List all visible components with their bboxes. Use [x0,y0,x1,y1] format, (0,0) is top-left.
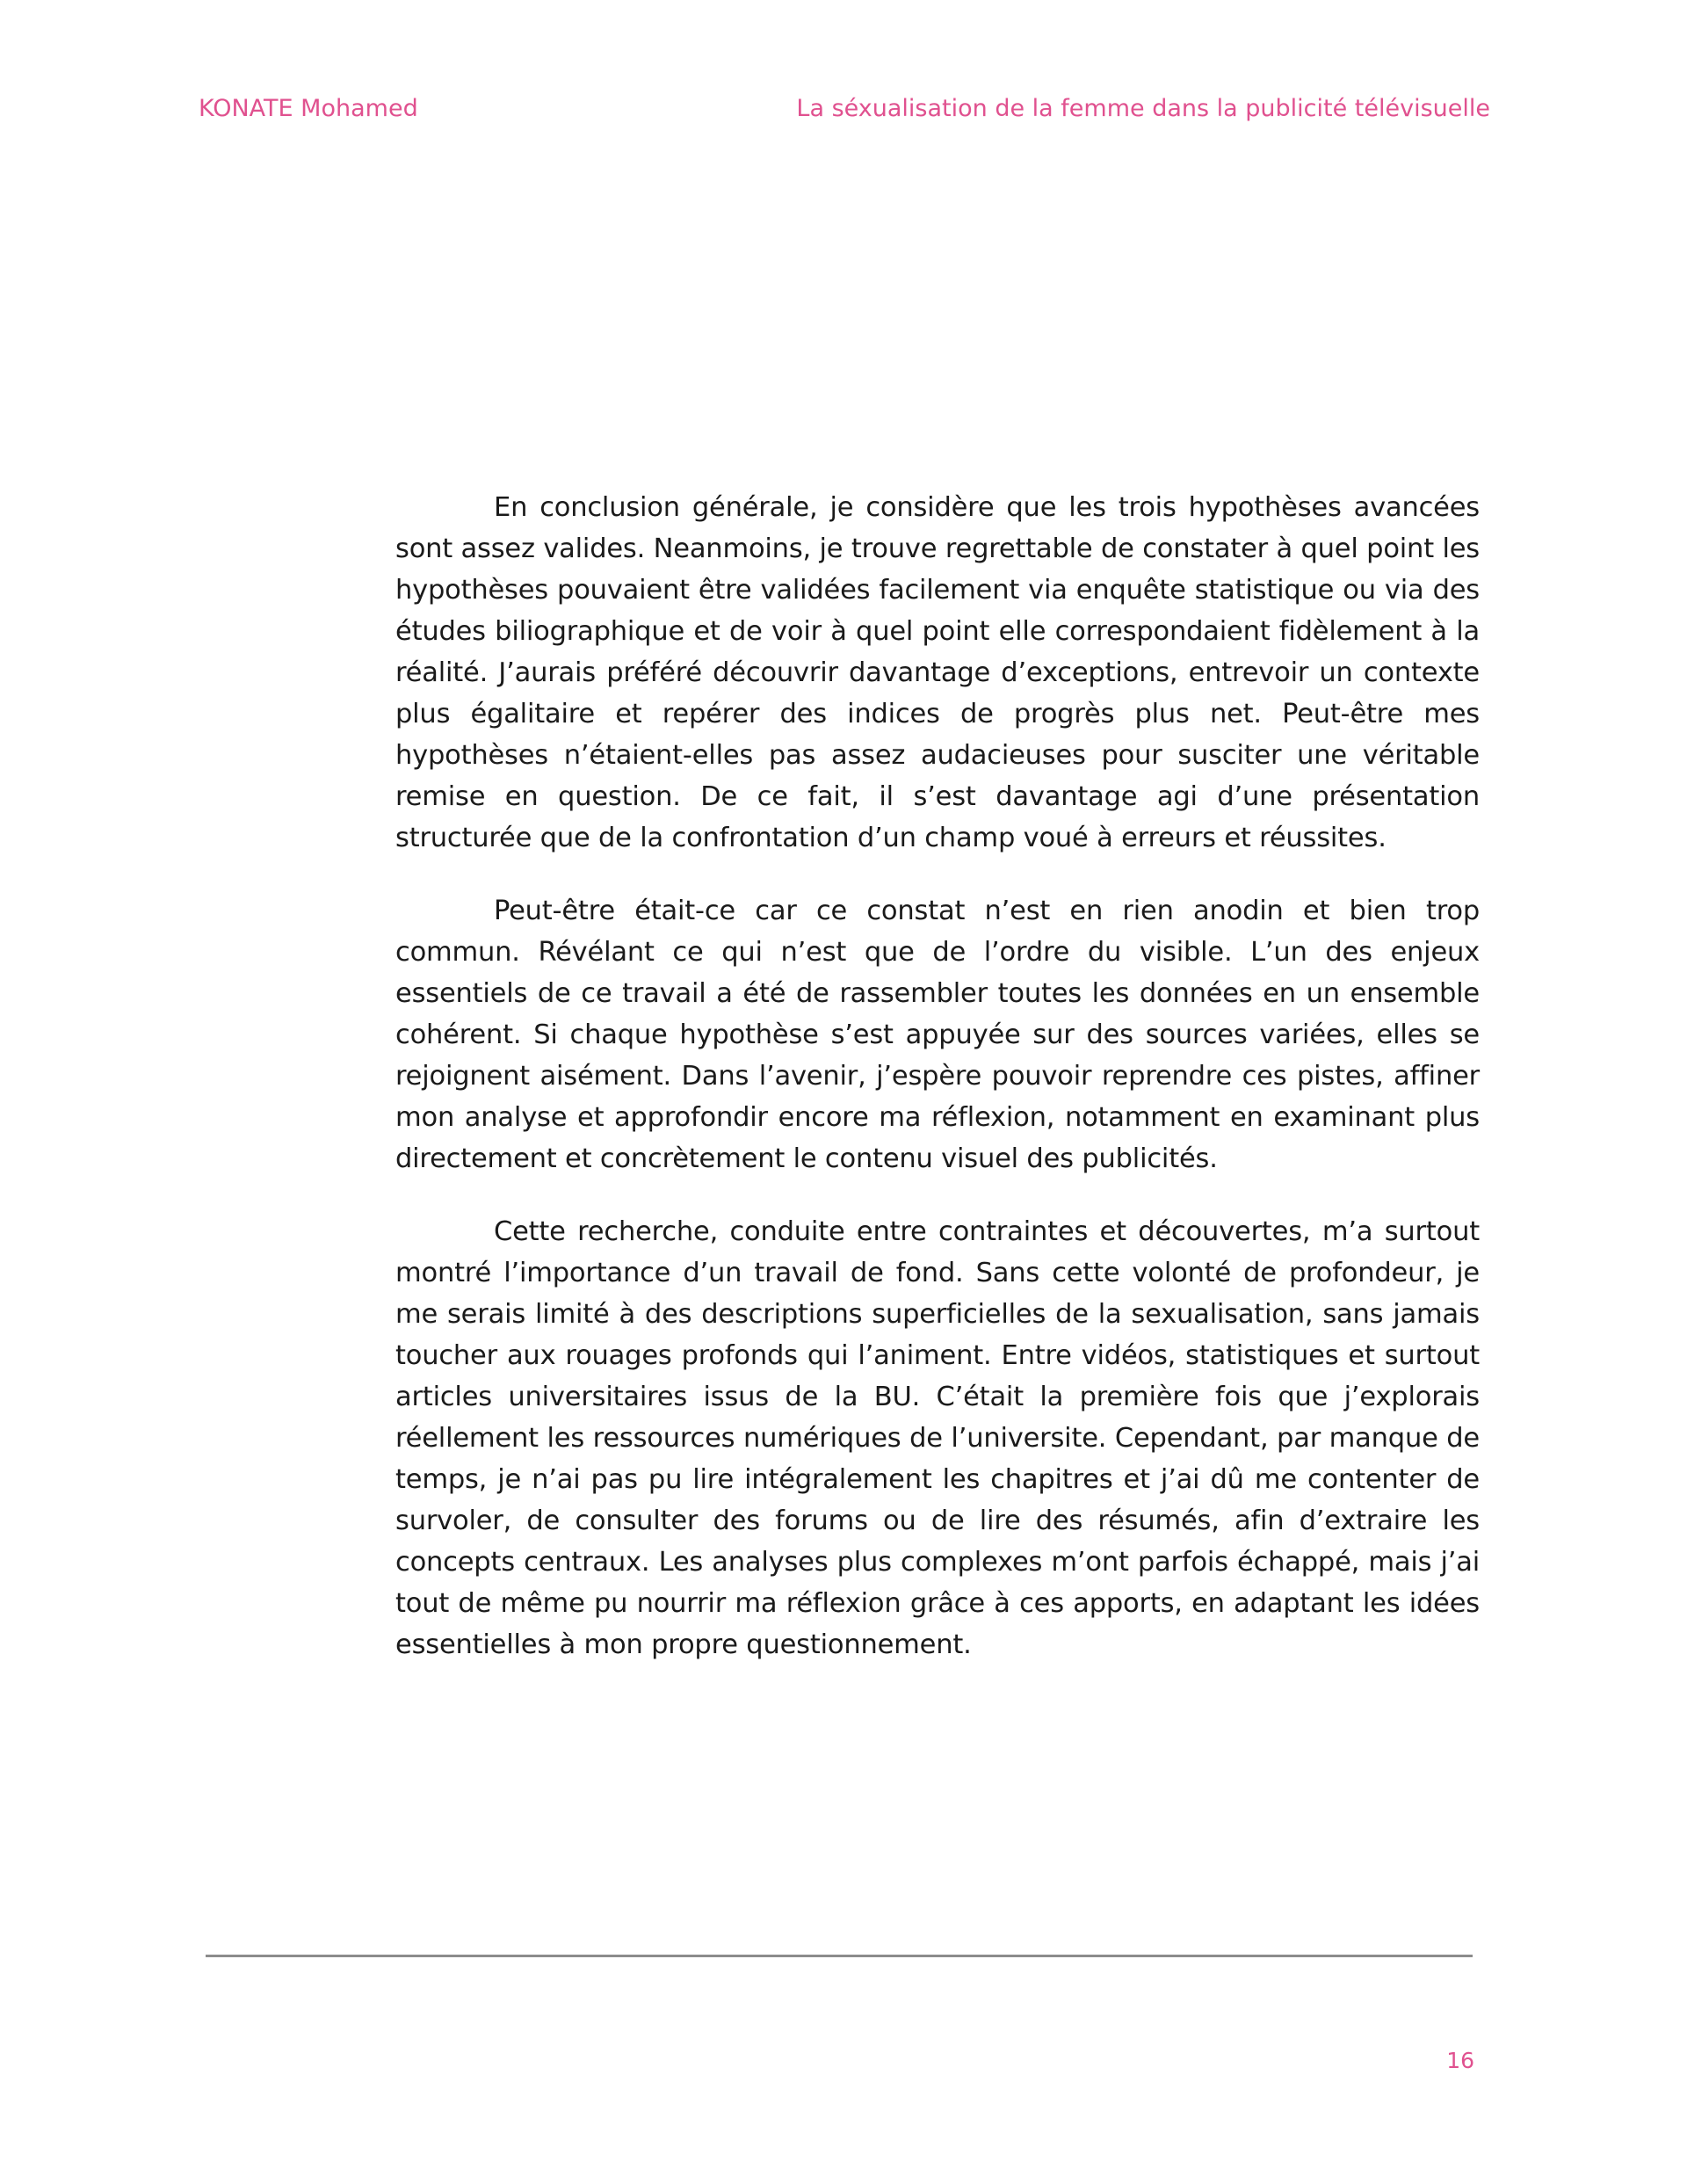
paragraph-observation: Peut-être était-ce car ce constat n’est en rien anodin et bien trop commun. Révélant ce qui n’est que de l’ordre du visible. L’un des enjeux essentiels de ce travail a été de rassembler toutes les données en un ensemble cohérent. Si chaque hypothèse s’est appuyée sur des sources variées, elles se rejoignent aisément. Dans l’avenir, j’espère pouvoir reprendre ces pistes, affiner mon analyse et approfondir encore ma réflexion, notamment en examinant plus directement et concrètement le contenu visuel des publicités. [395,896,1480,1174]
header-author: KONATE Mohamed [199,95,418,122]
paragraph-research-reflection: Cette recherche, conduite entre contraintes et découvertes, m’a surtout montré l’importance d’un travail de fond. Sans cette volonté de profondeur, je me serais limité à des descriptions superficielles de la sexualisation, sans jamais toucher aux rouages profonds qui l’animent. Entre vidéos, statistiques et surtout articles universitaires issus de la BU. C’était la première fois que j’explorais réellement les ressources numériques de l’universite. Cependant, par manque de temps, je n’ai pas pu lire intégralement les chapitres et j’ai dû me contenter de survoler, de consulter des forums ou de lire des résumés, afin d’extraire les concepts centraux. Les analyses plus complexes m’ont parfois échappé, mais j’ai tout de même pu nourrir ma réflexion grâce à ces apports, en adaptant les idées essentielles à mon propre questionnement. [395,1216,1480,1660]
footer-divider [206,1955,1473,1957]
body-text [395,487,1480,1697]
paragraph-conclusion: En conclusion générale, je considère que les trois hypothèses avancées sont assez valides. Neanmoins, je trouve regrettable de constater à quel point les hypothèses pouvaient être validées facilement via enquête statistique ou via des études biliographique et de voir à quel point elle correspondaient fidèlement à la réalité. J’aurais préféré découvrir davantage d’exceptions, entrevoir un contexte plus égalitaire et repérer des indices de progrès plus net. Peut-être mes hypothèses n’étaient-elles pas assez audacieuses pour susciter une véritable remise en question. De ce fait, il s’est davantage agi d’une présentation structurée que de la confrontation d’un champ voué à erreurs et réussites. [395,492,1480,853]
header-document-title: La séxualisation de la femme dans la publicité télévisuelle [796,95,1490,122]
page-number: 16 [1446,2048,1474,2073]
